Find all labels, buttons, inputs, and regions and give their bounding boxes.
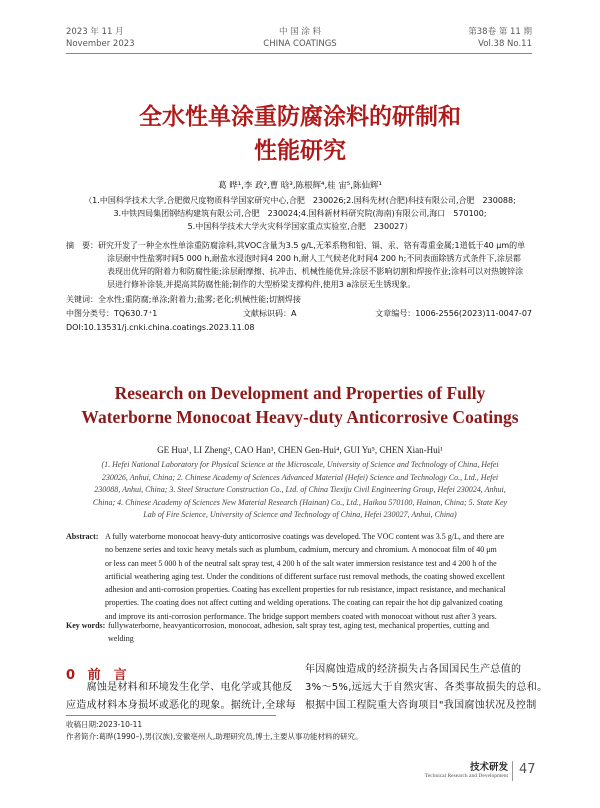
body-line: 年因腐蚀造成的经济损失占各国国民生产总值的 <box>305 664 522 675</box>
page-number: 47 <box>519 762 536 777</box>
affiliation-cn-line: 3.中铁四局集团钢结构建筑有限公司,合肥 230024;4.国科新材料研究院(海南)有限公司,海口 570100; <box>113 209 487 218</box>
footer-section-en: Technical Research and Development <box>424 773 508 779</box>
body-column-right <box>305 661 548 715</box>
affiliation-en-line: (1. Hefei National Laboratory for Physical Science at the Microscale, University of Science and Technology of China, Hefei <box>101 460 499 469</box>
article-number: 文章编号：1006-2556(2023)11-0047-07 <box>375 309 532 318</box>
footer-section <box>380 759 508 779</box>
footnote-author-bio: 作者简介:葛晔(1990–),男(汉族),安徽亳州人,助理研究员,博士,主要从事功能材料的研究。 <box>66 732 363 741</box>
section-number: 0 <box>66 668 76 683</box>
header-issue-date <box>66 26 135 50</box>
keywords-cn-label: 关键词： <box>66 295 98 304</box>
abstract-cn-line: 层进行修补涂装,并提高其防腐性能;制作的大型桥梁支撑构件,使用3 a涂层无生锈现象。 <box>107 280 416 289</box>
clc-number: 中图分类号：TQ630.7⁺1 <box>66 309 158 318</box>
abstract-cn-label: 摘 要： <box>66 241 98 250</box>
abstract-en-line: no benzene series and toxic heavy metals such as plumbum, cadmium, mercury and chromium. A monocoat film of 40 μm <box>105 545 497 555</box>
affiliation-en-line: China; 4. Chinese Academy of Sciences New Material Research (Hainan) Co., Ltd., Haikou 570100, Hainan, China; 5. State Key <box>92 497 508 507</box>
affiliation-cn-line: 5.中国科学技术大学火灾科学国家重点实验室,合肥 230027） <box>187 222 413 231</box>
keywords-en-line: fullywaterborne, heavyanticorrosion, monocoat, adhesion, salt spray test, aging test, mechanical properties, cutting and <box>108 621 489 630</box>
doi: DOI:10.13531/j.cnki.china.coatings.2023.11.08 <box>66 323 255 332</box>
header-volume <box>380 26 532 50</box>
title-cn-line-1: 全水性单涂重防腐涂料的研制和 <box>139 104 461 130</box>
footer-section-cn: 技术研发 <box>469 762 508 773</box>
keywords-cn <box>66 293 536 306</box>
title-en <box>0 381 600 429</box>
body-line: 应造成材料本身损坏或恶化的现象。据统计,全球每 <box>66 700 297 711</box>
abstract-cn-line: 表现出优异的附着力和防腐性能;涂层耐摩擦、抗冲击、机械性能优异;涂层不影响切割和焊接作业;涂料可以对热镀锌涂 <box>107 267 524 276</box>
header-rule <box>66 53 532 54</box>
title-cn-line-2: 性能研究 <box>254 138 346 164</box>
abstract-en <box>105 530 535 623</box>
abstract-cn <box>66 239 536 291</box>
header-journal-cn: 中 国 涂 料 <box>278 27 322 37</box>
abstract-cn-line: 涂层耐中性盐雾时间5 000 h,耐盐水浸泡时间4 200 h,耐人工气候老化时间4 200 h;不同表面除锈方式条件下,涂层都 <box>107 254 521 263</box>
abstract-en-line: artificial weathering aging test. Under the conditions of different surface rust removal methods, the coating showed excellent <box>105 571 505 581</box>
affiliation-cn-line: （1.中国科学技术大学,合肥微尺度物质科学国家研究中心,合肥 230026;2.国科先材(合肥)科技有限公司,合肥 230088; <box>84 196 516 205</box>
header-vol-en: Vol.38 No.11 <box>478 39 532 49</box>
header-vol-cn: 第38卷 第 11 期 <box>468 27 532 37</box>
affiliations-cn <box>30 194 570 233</box>
affiliations-en <box>40 459 560 522</box>
keywords-en-line: welding <box>108 634 134 644</box>
abstract-en-line: and improve its anti-corrosion performance. The bridge support members coated with monocoat without rust after 3 years. <box>105 611 497 621</box>
authors-en: GE Hua¹, LI Zheng², CAO Han³, CHEN Gen-Hui⁴, GUI Yu⁵, CHEN Xian-Hui¹ <box>157 445 443 455</box>
body-column-left <box>66 679 298 715</box>
affiliation-en-line: Lab of Fire Science, University of Science and Technology of China, Hefei 230027, Anhui, China) <box>143 510 457 519</box>
abstract-en-line: adhesion and anti-corrosion properties. Coating has excellent properties for rub resistance, impact resistance, and mechanical <box>105 585 506 595</box>
affiliation-en-line: 230026, Anhui, China; 2. Chinese Academy of Sciences Advanced Material (Hefei) Science and Technology Co., Ltd., Hefei <box>101 472 499 482</box>
body-line: 腐蚀是材料和环境发生化学、电化学或其他反 <box>66 682 293 693</box>
document-code: 文献标识码：A <box>243 309 297 318</box>
abstract-en-label: Abstract: <box>66 532 99 541</box>
body-line: 3%～5%,远远大于自然灾害、各类事故损失的总和。 <box>305 682 548 693</box>
abstract-en-line: or less can meet 5 000 h of the neutral salt spray test, 4 200 h of the salt water immersion resistance test and 4 200 h of the <box>105 558 497 568</box>
footnote-received: 收稿日期:2023-10-11 <box>66 720 143 729</box>
header-journal <box>200 26 400 50</box>
keywords-en <box>108 619 536 646</box>
keywords-cn-text: 全水性;重防腐;单涂;附着力;盐雾;老化;机械性能;切割焊接 <box>98 295 301 304</box>
abstract-cn-line: 研究开发了一种全水性单涂重防腐涂料,其VOC含量为3.5 g/L,无苯系物和铅、镉、汞、铬有毒重金属;1道低于40 μm的单 <box>98 241 526 250</box>
footer-divider <box>512 761 513 781</box>
footnote-rule <box>66 715 276 716</box>
title-cn <box>0 100 600 168</box>
title-en-line-1: Research on Development and Properties of Fully <box>114 383 486 403</box>
abstract-en-line: properties. The coating does not affect cutting and welding operations. The coating can repair the hot dip galvanized coating <box>105 598 503 608</box>
header-date-cn: 2023 年 11 月 <box>66 27 124 37</box>
keywords-en-label: Key words: <box>66 621 106 630</box>
header-journal-en: CHINA COATINGS <box>263 39 337 49</box>
affiliation-en-line: 230088, Anhui, China; 3. Steel Structure Construction Co., Ltd. of China Tiexiju Civil Engineering Group, Hefei 230024, Anhui, <box>94 485 506 494</box>
section-title: 前 言 <box>87 668 127 683</box>
abstract-en-line: A fully waterborne monocoat heavy-duty anticorrosive coatings was developed. The VOC content was 3.5 g/L, and there are <box>105 532 505 541</box>
title-en-line-2: Waterborne Monocoat Heavy-duty Anticorrosive Coatings <box>81 407 519 427</box>
header-date-en: November 2023 <box>66 39 135 49</box>
authors-cn: 葛 晔¹,李 政²,曹 晗³,陈根辉⁴,桂 宙⁵,陈仙辉¹ <box>218 181 382 191</box>
body-line: 根据中国工程院重大咨询项目"我国腐蚀状况及控制 <box>305 700 537 711</box>
